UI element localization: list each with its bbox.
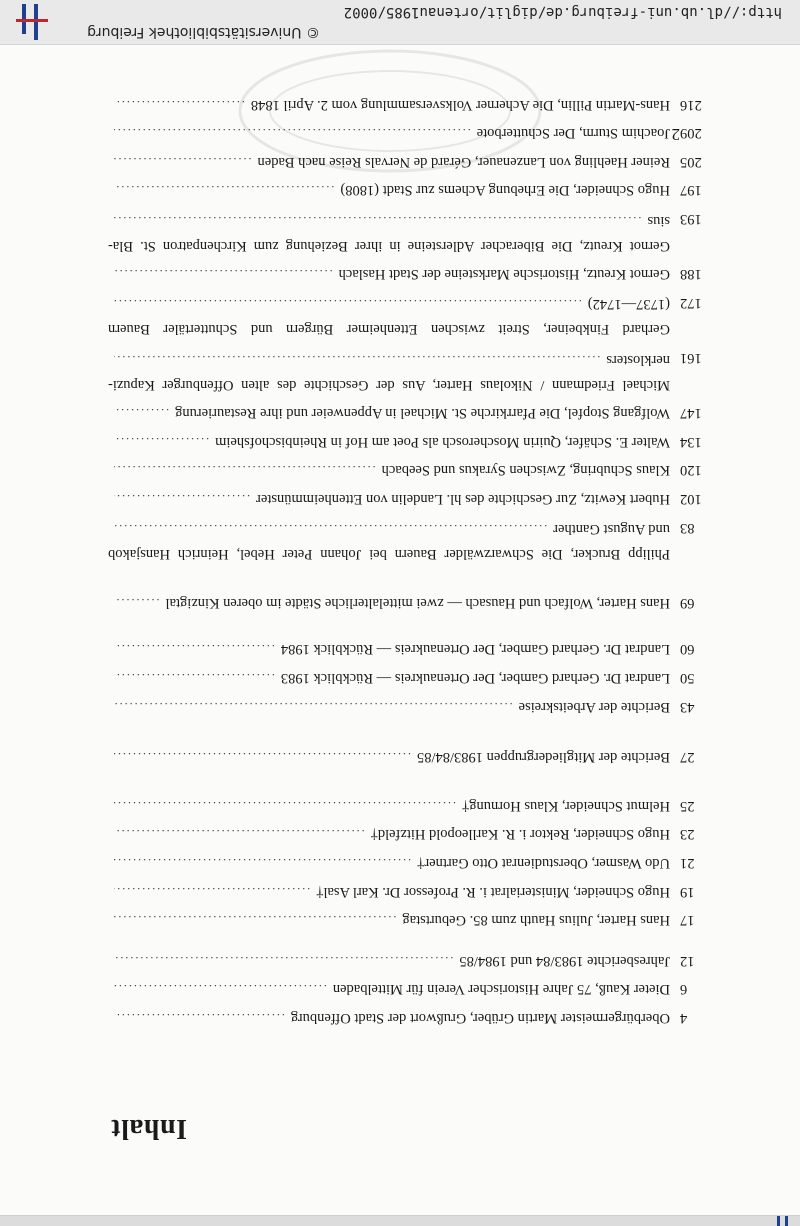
dot-leader bbox=[114, 665, 275, 690]
toc-page-number: 69 bbox=[680, 594, 695, 611]
toc-entry-line bbox=[108, 879, 670, 904]
dot-leader bbox=[114, 821, 365, 846]
toc-entry-line bbox=[108, 120, 670, 145]
dot-leader bbox=[114, 208, 641, 233]
toc-entry-title: (1737—1742) bbox=[587, 296, 670, 313]
toc-entry-title: sius bbox=[647, 212, 670, 229]
toc-entry-title: und August Ganther bbox=[553, 521, 670, 538]
dot-leader bbox=[114, 636, 275, 661]
dot-leader bbox=[114, 516, 547, 541]
toc-entry bbox=[108, 1005, 670, 1030]
toc-page-number: 23 bbox=[680, 826, 695, 843]
toc-entry-line bbox=[108, 850, 670, 875]
toc-entry-line bbox=[108, 907, 670, 932]
ub-mini-logo-icon bbox=[768, 1216, 792, 1226]
toc-entry-line bbox=[108, 347, 670, 372]
toc-entry-title: Hans-Martin Pillin, Die Acherner Volksversammlung vom 2. April 1848 bbox=[250, 96, 670, 113]
toc-entry-title: Walter E. Schäfer, Quirin Moscherosch als Poet am Hof in Rheinbischofsheim bbox=[215, 433, 670, 450]
dot-leader bbox=[114, 429, 209, 454]
dot-leader bbox=[114, 879, 310, 904]
dot-leader bbox=[114, 400, 169, 425]
toc-entry-title: Joachim Sturm, Der Schutterbote bbox=[476, 125, 670, 142]
toc-entry-title: Landrat Dr. Gerhard Gamber, Der Ortenaukreis — Rückblick 1984 bbox=[280, 641, 670, 658]
toc-entry bbox=[108, 400, 670, 425]
toc-entry bbox=[108, 636, 670, 661]
toc-entry bbox=[108, 429, 670, 454]
copyright-notice: © Universitätsbibliothek Freiburg bbox=[87, 24, 320, 40]
toc-page-number: 4 bbox=[680, 1010, 688, 1026]
toc-entry-line bbox=[108, 636, 670, 661]
toc-entry-line bbox=[108, 316, 670, 341]
toc-page-number: 172 bbox=[680, 294, 702, 311]
dot-leader bbox=[114, 486, 250, 511]
toc-entry-title: Gernot Kreutz, Die Biberacher Adlersteine in ihrer Beziehung zum Kirchenpatron St. Bla- bbox=[108, 237, 670, 254]
toc-entry-line bbox=[108, 429, 670, 454]
toc-entry bbox=[108, 590, 670, 615]
page-number: 2 bbox=[671, 125, 680, 144]
toc-entry bbox=[108, 120, 670, 145]
dot-leader bbox=[114, 177, 334, 202]
toc-page-number: 43 bbox=[680, 698, 695, 715]
toc-entry-title: Michael Friedmann / Nikolaus Harter, Aus der Geschichte des alten Offenburger Kapuzi- bbox=[108, 376, 670, 393]
toc-entry bbox=[108, 948, 670, 973]
toc-entry-line bbox=[108, 948, 670, 973]
toc-page-number: 83 bbox=[680, 519, 695, 536]
toc-entry-line bbox=[108, 516, 670, 541]
toc-entry-line bbox=[108, 976, 670, 1001]
toc-entry-title: Gerhard Finkbeiner, Streit zwischen Ettenheimer Bürgern und Schuttertäler Bauern bbox=[108, 321, 670, 338]
dot-leader bbox=[114, 149, 252, 174]
toc-entry-title: Reiner Haehling von Lanzenauer, Gérard de Nervals Reise nach Baden bbox=[257, 153, 670, 170]
toc-page-number: 134 bbox=[680, 433, 702, 450]
dot-leader bbox=[114, 92, 245, 117]
toc-entry-line bbox=[108, 92, 670, 117]
toc-entry bbox=[108, 149, 670, 174]
toc-entry bbox=[108, 486, 670, 511]
toc-page-number: 12 bbox=[680, 952, 695, 969]
toc-entry bbox=[108, 907, 670, 932]
dot-leader bbox=[114, 850, 411, 875]
toc-page-number: 27 bbox=[680, 749, 695, 766]
toc-entry bbox=[108, 291, 670, 341]
toc-entry-title: Wolfgang Stopfel, Die Pfarrkirche St. Michael in Appenweier und ihre Restaurierung bbox=[175, 405, 670, 422]
toc-page-number: 193 bbox=[680, 211, 702, 227]
toc-page-number: 6 bbox=[680, 981, 688, 998]
toc-entry bbox=[108, 694, 670, 719]
toc-entry-title: Oberbürgermeister Martin Grüber, Grußwort der Stadt Offenburg bbox=[290, 1010, 670, 1026]
dot-leader bbox=[114, 907, 396, 932]
toc-entry-title: Helmut Schneider, Klaus Hornung† bbox=[461, 797, 670, 814]
university-library-logo-icon[interactable] bbox=[12, 4, 52, 40]
toc-entry-title: Hans Harter, Julius Hauth zum 85. Geburtstag bbox=[402, 912, 670, 929]
dot-leader bbox=[114, 120, 471, 145]
toc-entry-line bbox=[108, 149, 670, 174]
toc-entry-title: Berichte der Mitgliedergruppen 1983/84/85 bbox=[416, 749, 670, 766]
toc-page-number: 120 bbox=[680, 462, 702, 479]
toc-entry-line bbox=[108, 821, 670, 846]
dot-leader bbox=[114, 948, 453, 973]
toc-entry bbox=[108, 879, 670, 904]
toc-entry-line bbox=[108, 261, 670, 286]
toc-entry-title: Landrat Dr. Gerhard Gamber, Der Ortenaukreis — Rückblick 1983 bbox=[280, 670, 670, 686]
toc-page-number: 209 bbox=[680, 125, 702, 142]
toc-entry-title: Philipp Brucker, Die Schwarzwälder Bauern bei Johann Peter Hebel, Heinrich Hansjakob bbox=[108, 546, 670, 563]
viewer-header-bar bbox=[0, 0, 800, 45]
toc-entry bbox=[108, 516, 670, 566]
toc-entry-line bbox=[108, 372, 670, 397]
toc-entry-line bbox=[108, 541, 670, 566]
dot-leader bbox=[114, 793, 456, 818]
dot-leader bbox=[114, 590, 159, 615]
toc-page-number: 102 bbox=[680, 491, 702, 507]
toc-entry bbox=[108, 457, 670, 482]
toc-entry-title: Hugo Schneider, Die Erhebung Achems zur Stadt (1808) bbox=[340, 182, 670, 199]
toc-entry-title: Hans Harter, Wolfach und Hausach — zwei mittelalterliche Städte im oberen Kinzigtal bbox=[165, 594, 670, 611]
dot-leader bbox=[114, 694, 513, 719]
toc-page-number: 205 bbox=[680, 153, 702, 170]
dot-leader bbox=[114, 291, 582, 316]
dot-leader bbox=[114, 261, 333, 286]
toc-entry bbox=[108, 665, 670, 690]
toc-entry bbox=[108, 261, 670, 286]
toc-page-number: 17 bbox=[680, 912, 695, 929]
toc-entry-title: nerklosters bbox=[606, 351, 670, 368]
page-title: Inhalt bbox=[110, 1113, 187, 1144]
toc-page-number: 21 bbox=[680, 855, 695, 871]
dot-leader bbox=[114, 457, 376, 482]
toc-entry bbox=[108, 92, 670, 117]
dot-leader bbox=[114, 744, 411, 769]
toc-page-number: 161 bbox=[680, 350, 702, 366]
toc-entry-line bbox=[108, 665, 670, 690]
toc-entry-line bbox=[108, 694, 670, 719]
toc-page-number: 147 bbox=[680, 405, 702, 422]
toc-entry-line bbox=[108, 457, 670, 482]
toc-entry-line bbox=[108, 400, 670, 425]
toc-page-number: 25 bbox=[680, 797, 695, 814]
toc-entry-line bbox=[108, 208, 670, 233]
toc-entry bbox=[108, 821, 670, 846]
toc-entry-line bbox=[108, 744, 670, 769]
toc-entry-line bbox=[108, 291, 670, 316]
toc-page-number: 197 bbox=[680, 182, 702, 199]
toc-entry-title: Jahresberichte 1983/84 und 1984/85 bbox=[459, 952, 670, 969]
toc-entry-line bbox=[108, 793, 670, 818]
footer-strip bbox=[0, 1215, 800, 1226]
toc-page-number: 50 bbox=[680, 670, 695, 686]
toc-entry-title: Berichte der Arbeitskreise bbox=[518, 698, 670, 715]
toc-entry bbox=[108, 976, 670, 1001]
toc-entry bbox=[108, 177, 670, 202]
toc-entry bbox=[108, 744, 670, 769]
dot-leader bbox=[114, 1005, 285, 1030]
toc-page-number: 19 bbox=[680, 883, 695, 900]
toc-entry-title: Hugo Schneider, Rektor i. R. Karlleopold Hitzfeld† bbox=[370, 826, 670, 843]
toc-entry bbox=[108, 208, 670, 258]
toc-entry-title: Hubert Kewitz, Zur Geschichte des hl. Landelin von Ettenheimmünster bbox=[256, 491, 670, 507]
toc-entry-line bbox=[108, 590, 670, 615]
toc-page-number: 60 bbox=[680, 641, 695, 658]
toc-entry-line bbox=[108, 486, 670, 511]
toc-entry-title: Gernot Kreutz, Historische Marksteine der Stadt Haslach bbox=[338, 266, 670, 283]
toc-page-number: 188 bbox=[680, 266, 702, 283]
toc-entry-line bbox=[108, 1005, 670, 1030]
toc-entry-title: Dieter Kauß, 75 Jahre Historischer Verein für Mittelbaden bbox=[332, 981, 670, 998]
toc-entry-line bbox=[108, 177, 670, 202]
toc-entry-title: Klaus Schubring, Zwischen Syrakus und Seebach bbox=[381, 462, 670, 479]
dot-leader bbox=[114, 347, 600, 372]
page-url-link[interactable]: http://dl.ub.uni-freiburg.de/diglit/ortenau1985/0002 bbox=[343, 4, 782, 20]
toc-page-number: 216 bbox=[680, 96, 702, 113]
dot-leader bbox=[114, 976, 327, 1001]
toc-entry bbox=[108, 347, 670, 397]
toc-entry-title: Hugo Schneider, Ministerialrat i. R. Professor Dr. Karl Asal† bbox=[316, 883, 670, 900]
toc-entry bbox=[108, 850, 670, 875]
toc-entry-title: Udo Wasmer, Oberstudienrat Otto Gartner† bbox=[417, 855, 670, 871]
toc-entry bbox=[108, 793, 670, 818]
toc-entry-line bbox=[108, 233, 670, 258]
